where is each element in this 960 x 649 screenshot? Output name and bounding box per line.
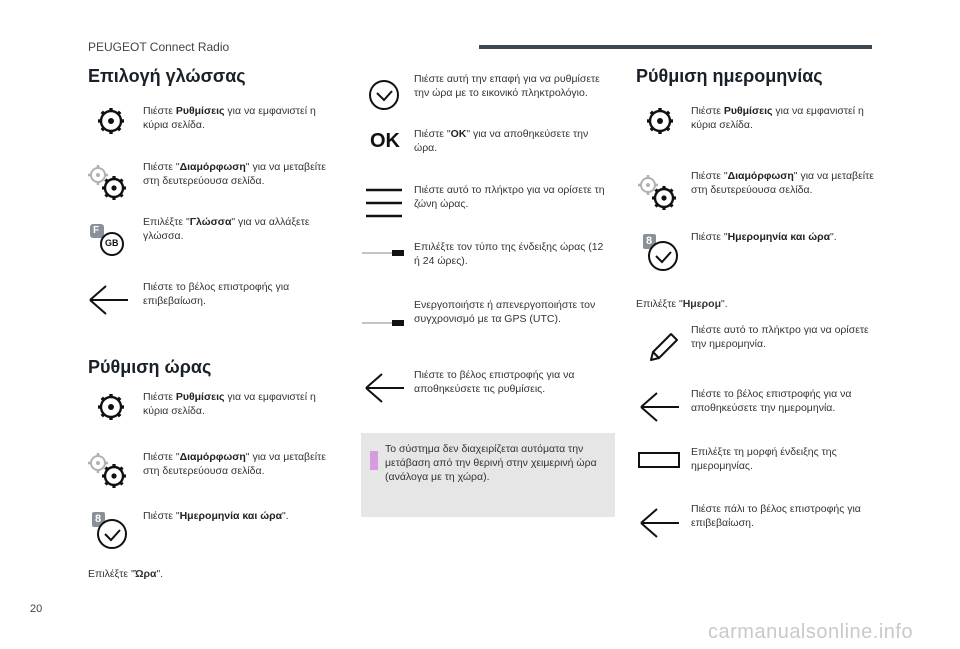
time-select-text: Επιλέξτε "Ώρα". <box>88 568 164 580</box>
language-step-2-text: Πιέστε "Διαμόρφωση" για να μεταβείτε στη δευτερεύουσα σελίδα. <box>143 161 326 187</box>
header-bar <box>479 45 872 49</box>
info-icon <box>370 451 378 470</box>
time-ok-text: Πιέστε "OK" για να αποθηκεύσετε την ώρα. <box>414 128 589 154</box>
language-section-title: Επιλογή γλώσσας <box>88 66 246 86</box>
back-arrow-icon <box>362 371 406 405</box>
manual-header-title: PEUGEOT Connect Radio <box>88 40 230 54</box>
configuration-gears-icon <box>86 164 130 202</box>
time-step-3-text: Πιέστε "Ημερομηνία και ώρα". <box>143 510 289 522</box>
date-select-text: Επιλέξτε "Ημερομ". <box>636 298 728 310</box>
date-format-text: Επιλέξτε τη μορφή ένδειξης της ημερομηνίας. <box>691 446 837 472</box>
settings-gear-icon <box>96 392 126 422</box>
toggle-off-icon <box>362 317 406 329</box>
date-confirm-text: Πιέστε πάλι το βέλος επιστροφής για επιβεβαίωση. <box>691 503 861 529</box>
clock-badge-label: 8 <box>95 513 102 525</box>
configuration-gears-icon <box>636 174 680 212</box>
language-step-3-text: Επιλέξτε "Γλώσσα" για να αλλάξετε γλώσσα. <box>143 216 310 242</box>
format-rectangle-icon <box>638 452 680 468</box>
time-keyboard-text: Πιέστε αυτή την επαφή για να ρυθμίσετε την ώρα με το εικονικό πληκτρολόγιο. <box>414 73 600 99</box>
time-zone-text: Πιέστε αυτό το πλήκτρο για να ορίσετε τη ζώνη ώρας. <box>414 184 605 210</box>
time-format-text: Επιλέξτε τον τύπο της ένδειξης ώρας (12 ή 24 ώρες). <box>414 241 604 267</box>
back-arrow-icon <box>637 390 681 424</box>
language-step-4-text: Πιέστε το βέλος επιστροφής για επιβεβαίωση. <box>143 281 290 307</box>
info-text: Το σύστημα δεν διαχειρίζεται αυτόματα την μετάβαση από την θερινή στην χειμερινή ώρα (ανάλογα με τη χώρα). <box>385 443 597 483</box>
time-step-2-text: Πιέστε "Διαμόρφωση" για να μεταβείτε στη δευτερεύουσα σελίδα. <box>143 451 326 477</box>
toggle-off-icon <box>362 247 406 259</box>
back-arrow-icon <box>637 506 681 540</box>
checkmark-circle-icon <box>367 78 401 112</box>
date-step-1-text: Πιέστε Ρυθμίσεις για να εμφανιστεί η κύρια σελίδα. <box>691 105 864 131</box>
clock-badge-label: 8 <box>646 235 653 247</box>
ok-icon: OK <box>370 130 400 152</box>
date-step-3-text: Πιέστε "Ημερομηνία και ώρα". <box>691 231 837 243</box>
configuration-gears-icon <box>86 452 130 490</box>
watermark: carmanualsonline.info <box>708 621 914 643</box>
back-arrow-icon <box>86 283 130 317</box>
page-number: 20 <box>30 603 43 615</box>
settings-gear-icon <box>96 106 126 136</box>
clock-icon <box>642 233 682 273</box>
time-save-text: Πιέστε το βέλος επιστροφής για να αποθηκεύσετε τις ρυθμίσεις. <box>414 369 575 395</box>
time-section-title: Ρύθμιση ώρας <box>88 357 212 377</box>
menu-lines-icon <box>366 186 402 220</box>
flag-label-f: F <box>93 225 100 236</box>
date-section-title: Ρύθμιση ημερομηνίας <box>636 66 823 86</box>
time-gps-sync-text: Ενεργοποιήστε ή απενεργοποιήστε τον συγχρονισμό με τα GPS (UTC). <box>414 299 596 325</box>
clock-icon <box>91 511 131 551</box>
pencil-icon <box>645 330 681 366</box>
date-step-2-text: Πιέστε "Διαμόρφωση" για να μεταβείτε στη δευτερεύουσα σελίδα. <box>691 170 874 196</box>
date-edit-text: Πιέστε αυτό το πλήκτρο για να ορίσετε την ημερομηνία. <box>691 324 869 350</box>
date-save-text: Πιέστε το βέλος επιστροφής για να αποθηκεύσετε την ημερομηνία. <box>691 388 852 414</box>
time-step-1-text: Πιέστε Ρυθμίσεις για να εμφανιστεί η κύρια σελίδα. <box>143 391 316 417</box>
language-flag-icon <box>88 222 130 258</box>
flag-label-gb: GB <box>105 238 119 248</box>
settings-gear-icon <box>645 106 675 136</box>
language-step-1-text: Πιέστε Ρυθμίσεις για να εμφανιστεί η κύρια σελίδα. <box>143 105 316 131</box>
